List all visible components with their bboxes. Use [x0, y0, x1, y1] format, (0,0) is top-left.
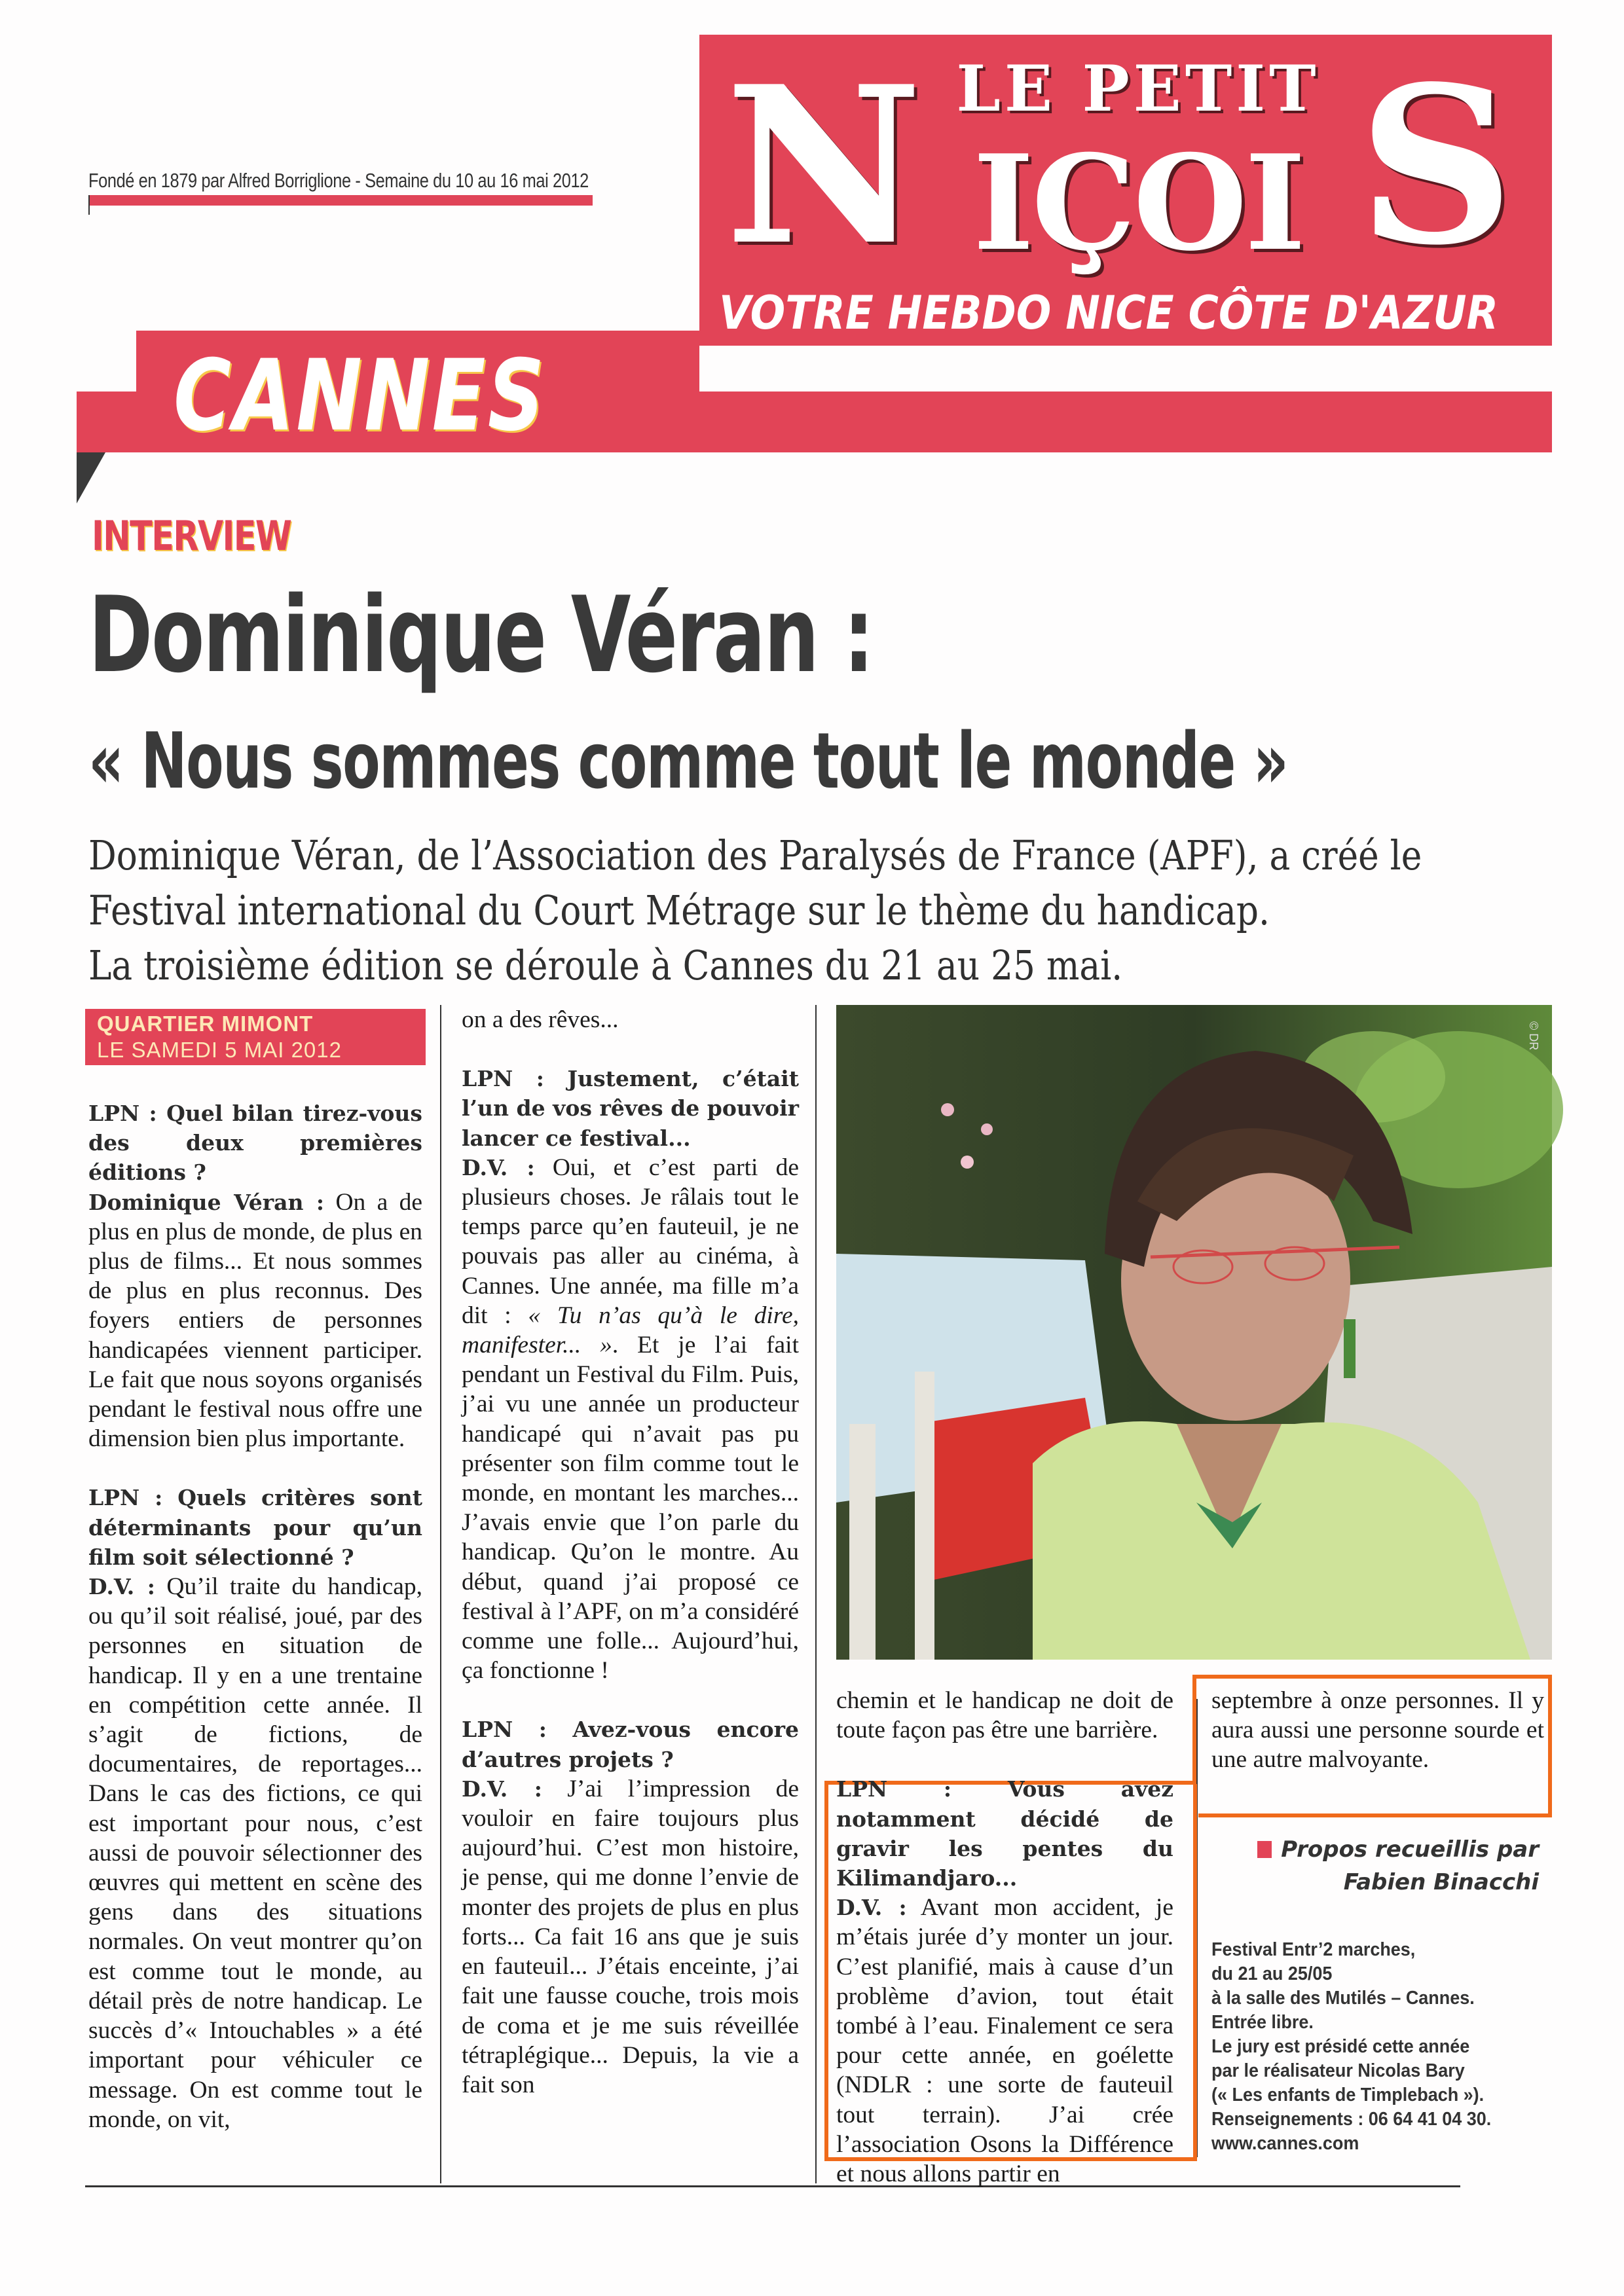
headline-line-2: « Nous sommes comme tout le monde » — [88, 716, 1288, 806]
standfirst-line: Festival international du Court Métrage sur le thème du handicap. — [88, 886, 1270, 934]
photo-credit: © DR — [1527, 1021, 1540, 1051]
info-line: par le réalisateur Nicolas Bary — [1211, 2060, 1465, 2081]
question: LPN : Avez-vous encore d’autres projets ? — [462, 1717, 799, 1772]
question: LPN : Quels critères sont déterminants pour qu’un film soit sélectionné ? — [88, 1485, 422, 1570]
question: LPN : Vous avez notamment décidé de gravir les pentes du Kilimandjaro... — [836, 1776, 1173, 1891]
byline — [1211, 1833, 1539, 1899]
highlight-frame — [1192, 1676, 1196, 1785]
answer: Qu’il traite du handicap, ou qu’il soit réalisé, joué, par des personnes en situation de handicap. Il y en a une trentaine en compétition cette année. Il s’agit de fictions, de documentaires, de reportages... Dans le cas des fictions, ce qui est important pour nous, c’est aussi de pouvoir sélectionner des œuvres qui mettent en scène des gens dans des situations normales. On veut montrer qu’on est comme tout le monde, au détail près de notre handicap. Le succès d’« Intouchables » a été important pour véhiculer ce message. On est comme tout le monde, on vit, — [88, 1573, 422, 2133]
bottom-rule — [85, 2185, 1460, 2187]
info-phone[interactable]: Renseignements : 06 64 41 04 30. — [1211, 2109, 1492, 2130]
answer: . Et je l’ai fait pendant un Festival du Film. Puis, j’ai vu une année un producteur handicapé qui n’avait pas pu présenter son film comme tout le monde, en montant les marches... J’avais envie que l’on parle du handicap. Qu’on le montre. Au début, quand j’ai proposé ce festival à l’APF, on m’a considéré comme une folle... Aujourd’hui, ça fonctionne ! — [462, 1332, 799, 1685]
dateline-date: LE SAMEDI 5 MAI 2012 — [97, 1038, 342, 1062]
highlight-frame — [1198, 1813, 1552, 1817]
logo-le-petit: LE PETIT — [956, 52, 1320, 126]
logo-letter-s: S — [1357, 39, 1515, 293]
info-line: Entrée libre. — [1211, 2012, 1314, 2033]
article-column-1 — [88, 1099, 422, 2179]
event-info-box — [1211, 1938, 1552, 2156]
logo-icoi: IÇOI — [972, 126, 1304, 280]
logo-letter-n: N — [725, 39, 923, 293]
info-line: Le jury est présidé cette année — [1211, 2036, 1470, 2057]
article-column-2 — [462, 1005, 799, 2179]
founded-tick — [88, 195, 90, 215]
speaker-label: D.V. : — [836, 1895, 907, 1921]
portrait-illustration — [836, 1005, 1552, 1660]
show-through-ghost — [1434, 655, 1441, 661]
headline-line-1: Dominique Véran : — [88, 574, 873, 696]
question: LPN : Justement, c’était l’un de vos rêves de pouvoir lancer ce festival... — [462, 1066, 799, 1151]
quote-italic: « Tu n’as qu’à le dire, manifester... » — [462, 1302, 799, 1359]
info-line: à la salle des Mutilés – Cannes. — [1211, 1988, 1475, 2009]
answer-continued: septembre à onze personnes. Il y aura aussi une personne sourde et une autre malvoyante. — [1211, 1687, 1544, 1774]
portrait-photo — [836, 1005, 1552, 1660]
section-name: CANNES — [174, 339, 547, 453]
byline-author: Fabien Binacchi — [1343, 1869, 1539, 1895]
highlight-frame — [824, 1781, 828, 2161]
standfirst-line: La troisième édition se déroule à Cannes du 21 au 25 mai. — [88, 941, 1123, 989]
article-column-4 — [1211, 1686, 1544, 1810]
answer-continued: on a des rêves... — [462, 1006, 619, 1033]
banner-fold-shape — [77, 452, 105, 503]
newspaper-logo[interactable] — [699, 35, 1552, 346]
dateline-place: QUARTIER MIMONT — [97, 1011, 314, 1036]
logo-tagline-text: VOTRE HEBDO NICE CÔTE D'AZUR — [719, 286, 1499, 340]
founded-line: Fondé en 1879 par Alfred Borriglione - Semaine du 10 au 16 mai 2012 — [88, 169, 589, 192]
highlight-frame — [1193, 1784, 1197, 2161]
speaker-label: D.V. : — [462, 1154, 535, 1180]
info-website-link[interactable]: www.cannes.com — [1211, 2133, 1359, 2154]
info-line: (« Les enfants de Timplebach »). — [1211, 2085, 1485, 2105]
answer: On a de plus en plus de monde, de plus en plus de films... Et nous sommes de plus en plus reconnus. Des foyers entiers de personnes handicapées viennent participer. Le fait que nous soyons organisés pendant le festival nous offre une dimension bien plus importante. — [88, 1188, 423, 1453]
article-kicker: INTERVIEW — [92, 512, 291, 560]
article-column-3 — [836, 1686, 1173, 2188]
question: LPN : Quel bilan tirez-vous des deux premières éditions ? — [88, 1101, 422, 1186]
dateline-box — [85, 1009, 426, 1065]
logo-tagline — [719, 287, 1538, 339]
speaker-label: D.V. : — [462, 1776, 542, 1802]
speaker-label: D.V. : — [88, 1574, 155, 1600]
answer: J’ai l’impression de vouloir en faire toujours plus aujourd’hui. C’est mon histoire, je pense, qui me donne l’envie de monter des projets de plus en plus forts... Ca fait 16 ans que je suis en fauteuil... J’étais enceinte, j’ai fait une fausse couche, trois mois de coma et je me suis réveillée tétraplégique... Depuis, la vie a fait son — [462, 1775, 799, 2098]
info-line: Festival Entr’2 marches, — [1211, 1939, 1416, 1960]
answer-continued: chemin et le handicap ne doit de toute façon pas être une barrière. — [836, 1687, 1173, 1744]
founded-rule — [88, 195, 593, 206]
answer: Avant mon accident, je m’étais jurée d’y monter un jour. C’est planifié, mais à cause d’un problème d’avion, tout était tombé à l’eau. Finalement ce sera pour cette année, en goélette (NDLR : une sorte de fauteuil tout terrain). J’ai crée l’association Osons la Différence et nous allons partir en — [836, 1894, 1173, 2188]
speaker-label: Dominique Véran : — [88, 1189, 325, 1215]
standfirst — [88, 828, 1422, 993]
highlight-frame — [1192, 1675, 1552, 1679]
info-line: du 21 au 25/05 — [1211, 1963, 1333, 1984]
column-rule — [440, 1005, 441, 2183]
standfirst-line: Dominique Véran, de l’Association des Paralysés de France (APF), a créé le — [88, 831, 1422, 879]
column-rule — [815, 1005, 817, 2183]
byline-intro: Propos recueillis par — [1281, 1836, 1539, 1863]
byline-square-icon — [1257, 1841, 1272, 1858]
highlight-frame — [1548, 1675, 1552, 1817]
answer: Oui, et c’est parti de plusieurs choses. Je râlais tout le temps parce qu’en fauteuil, je ne pouvais pas aller au cinéma, à Cannes. Une année, ma fille m’a dit : — [462, 1154, 799, 1329]
